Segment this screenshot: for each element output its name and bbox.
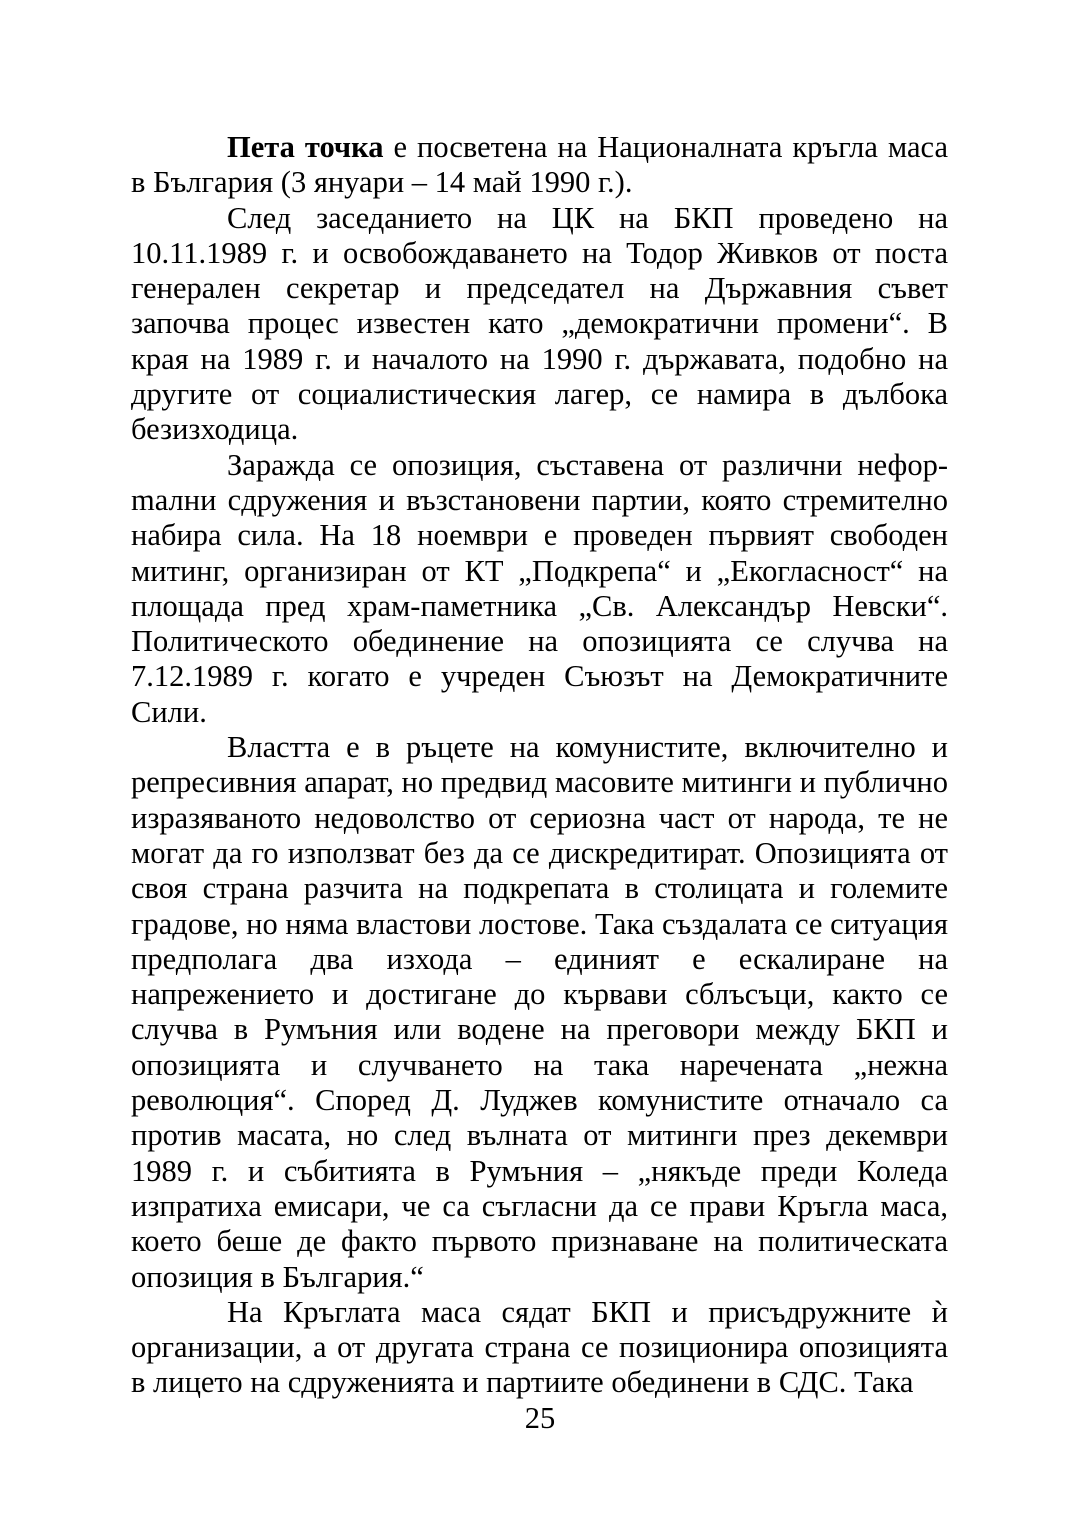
paragraph-1-bold-lead: Пета точка	[227, 130, 384, 164]
paragraph-1	[131, 130, 948, 201]
paragraph-5: На Кръглата маса сядат БКП и присъдружните ѝ организации, а от другата страна се позиционира опозицията в лицето на сдруженията и партиите обединени в СДС. Така	[131, 1294, 948, 1400]
paragraph-1-text: е посветена на Националната кръгла маса в България (3 януари – 14 май 1990 г.).	[131, 130, 948, 200]
page-number: 25	[524, 1401, 556, 1435]
paragraph-2: След заседанието на ЦК на БКП проведено на 10.11.1989 г. и освобождаването на Тодор Живков от поста генерален секретар и председател на Държавния съвет започва процес известен като „демократични промени“. В края на 1989 г. и началото на 1990 г. държавата, подобно на другите от социалистическия лагер, се намира в дълбока безизходица.	[131, 200, 948, 447]
body-text	[131, 130, 948, 1401]
paragraph-4: Властта е в ръцете на комунистите, включително и репресивния апарат, но предвид масовите митинги и публично изразяваното недоволство от сериозна част от народа, те не могат да го използват без да се дискредитират. Опозицията от своя страна разчита на подкрепата в столицата и големите градове, но няма властови лостове. Така създалата се ситуация предполага два изхода – единият е ескалиране на напрежението и достигане до кървави сблъсъци, както се случва в Румъния или водене на преговори между БКП и опозицията и случването на така наречената „нежна революция“. Според Д. Луджев комунистите отначало са против масата, но след вълната от митинги през декември 1989 г. и събитията в Румъния – „някъде преди Коледа изпратиха емисари, че са съгласни да се прави Кръгла маса, което беше де факто първото признаване на политическата опозиция в България.“	[131, 730, 948, 1294]
paragraph-3: Заражда се опозиция, съставена от различни нефорmални сдружения и възстановени партии, която стремително набира сила. На 18 ноември е проведен първият свободен митинг, организиран от КТ „Подкрепа“ и „Екогласност“ на площада пред храм-паметника „Св. Александър Невски“. Политическото обединение на опозицията се случва на 7.12.1989 г. когато е учреден Съюзът на Демократичните Сили.	[131, 447, 948, 729]
